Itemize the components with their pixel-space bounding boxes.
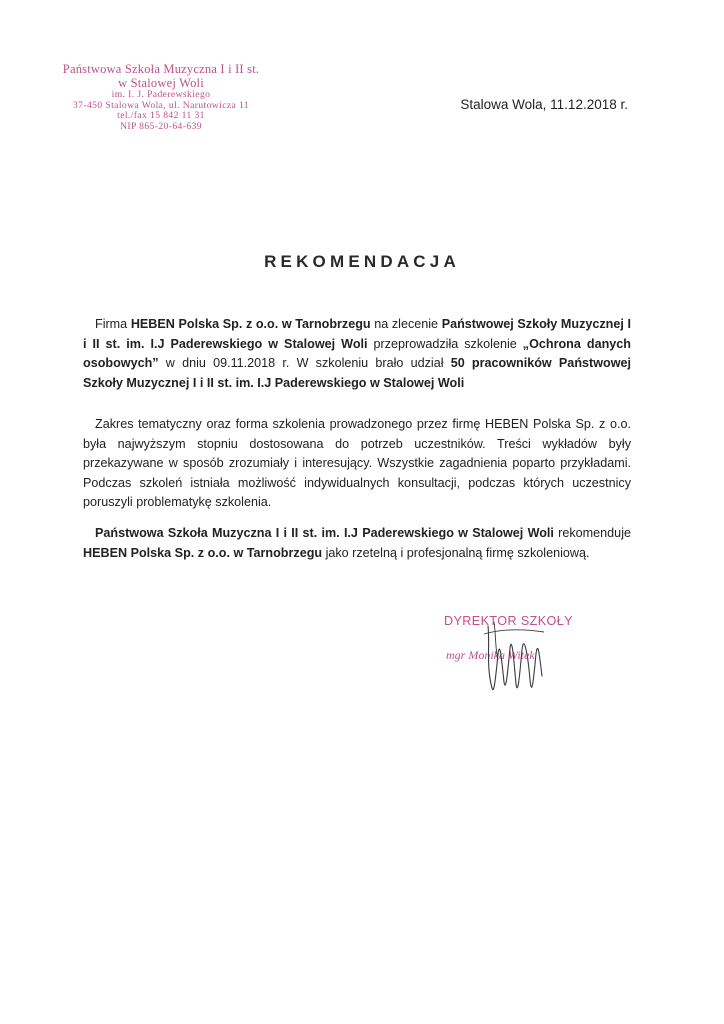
p2-text: Zakres tematyczny oraz forma szkolenia prowadzonego przez firmę HEBEN Polska Sp. z o.o. była najwyższym stopniu dostosowana do potrzeb uczestników. Treści wykładów były przekazywane w sposób zrozumiały i interesujący. Wszystkie zagadnienia poparto przykładami. Podczas szkoleń istniała możliwość indywidualnych konsultacji, podczas których uczestnicy poruszyli problematykę szkolenia.	[83, 417, 631, 510]
place-and-date: Stalowa Wola, 11.12.2018 r.	[460, 97, 628, 112]
p1-company-name: HEBEN Polska Sp. z o.o. w Tarnobrzegu	[130, 317, 371, 331]
letterhead-stamp	[50, 62, 272, 133]
p1-text-2: na zlecenie	[370, 317, 442, 331]
paragraph-1	[83, 315, 631, 393]
p3-text-1: rekomenduje	[553, 526, 631, 540]
letterhead-patron: im. I. J. Paderewskiego	[111, 89, 211, 100]
p3-school-name: Państwowa Szkoła Muzyczna I i II st. im. I.J Paderewskiego w Stalowej Woli	[95, 526, 554, 540]
letterhead-city: w Stalowej Woli	[118, 76, 204, 90]
document-title: REKOMENDACJA	[264, 252, 460, 271]
p1-text-1: Firma	[95, 317, 131, 331]
signature-block	[432, 604, 602, 714]
paragraph-2	[83, 415, 631, 513]
p1-text-4: w dniu 09.11.2018 r. W szkoleniu brało udział	[158, 356, 451, 371]
letterhead-school-name: Państwowa Szkoła Muzyczna I i II st.	[62, 62, 260, 76]
signature-name: mgr Monika Witek	[446, 648, 535, 662]
p1-school-name: Państwowej Szkoły Muzycznej I i II st. im. I.J Paderewskiego w Stalowej Woli	[83, 317, 631, 351]
p3-company-name: HEBEN Polska Sp. z o.o. w Tarnobrzegu	[83, 545, 323, 560]
p1-participants: 50 pracowników Państwowej Szkoły Muzycznej I i II st. im. I.J Paderewskiego w Stalowej Woli	[83, 356, 631, 390]
letterhead-phone: tel./fax 15 842 11 31	[117, 110, 205, 122]
signature-title: DYREKTOR SZKOŁY	[444, 614, 573, 628]
p3-text-2: jako rzetelną i profesjonalną firmę szkoleniową.	[322, 545, 590, 560]
letterhead-address: 37-450 Stalowa Wola, ul. Narutowicza 11	[72, 99, 250, 111]
letterhead-nip: NIP 865-20-64-639	[120, 121, 202, 133]
handwritten-signature-icon	[458, 604, 568, 714]
paragraph-3	[83, 524, 631, 563]
p1-text-3: przeprowadziła szkolenie	[367, 336, 523, 351]
p1-training-title: „Ochrona danych osobowych”	[83, 336, 631, 371]
